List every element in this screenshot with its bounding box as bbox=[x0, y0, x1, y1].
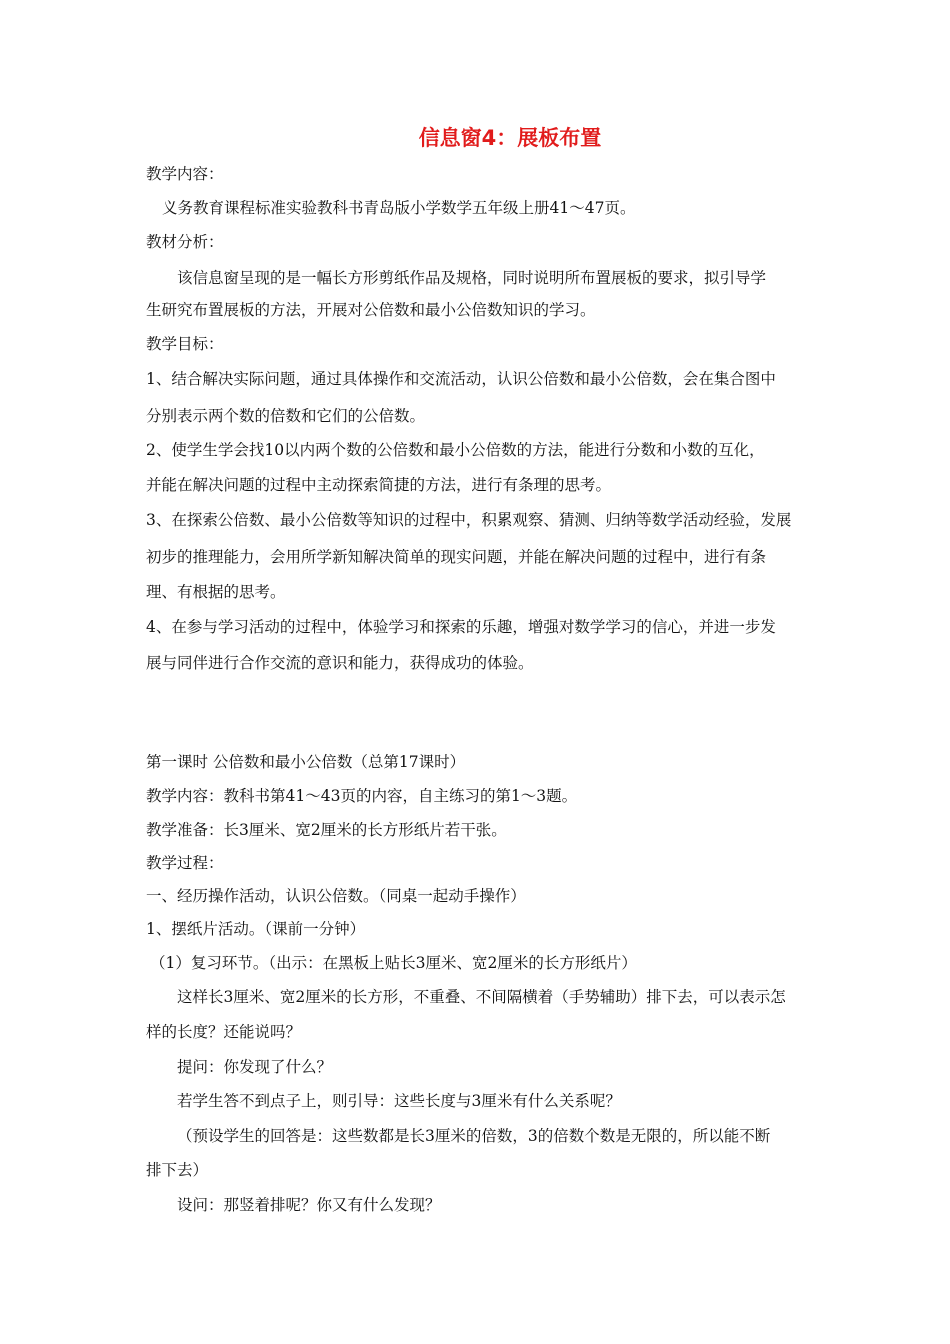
text-line: 第一课时 公倍数和最小公倍数（总第17课时） bbox=[146, 753, 466, 771]
text-line: 若学生答不到点子上，则引导：这些长度与3厘米有什么关系呢？ bbox=[177, 1092, 621, 1110]
text-line: 展与同伴进行合作交流的意识和能力，获得成功的体验。 bbox=[146, 654, 534, 672]
text-line: 4、在参与学习活动的过程中，体验学习和探索的乐趣，增强对数学学习的信心，并进一步发 bbox=[146, 618, 776, 636]
text-line: 一、经历操作活动，认识公倍数。（同桌一起动手操作） bbox=[146, 887, 526, 905]
text-line: 教学过程： bbox=[146, 854, 224, 872]
text-line: 初步的推理能力，会用所学新知解决简单的现实问题，并能在解决问题的过程中，进行有条 bbox=[146, 548, 767, 566]
text-line: 教学准备：长3厘米、宽2厘米的长方形纸片若干张。 bbox=[146, 821, 507, 839]
text-line: 教学内容： bbox=[146, 165, 224, 183]
page-title: 信息窗4：展板布置 bbox=[418, 126, 602, 150]
text-line: 样的长度？还能说吗？ bbox=[146, 1023, 302, 1041]
text-line: 该信息窗呈现的是一幅长方形剪纸作品及规格，同时说明所布置展板的要求，拟引导学 bbox=[177, 269, 767, 287]
text-line: 排下去） bbox=[146, 1161, 209, 1179]
text-line: 2、使学生学会找10以内两个数的公倍数和最小公倍数的方法，能进行分数和小数的互化， bbox=[146, 441, 765, 459]
text-line: 教材分析： bbox=[146, 233, 224, 251]
text-line: 这样长3厘米、宽2厘米的长方形，不重叠、不间隔横着（手势辅助）排下去，可以表示怎 bbox=[177, 988, 786, 1006]
text-line: （1）复习环节。（出示：在黑板上贴长3厘米、宽2厘米的长方形纸片） bbox=[150, 954, 637, 972]
text-line: 义务教育课程标准实验教科书青岛版小学数学五年级上册41～47页。 bbox=[162, 199, 636, 217]
text-line: 教学内容：教科书第41～43页的内容，自主练习的第1～3题。 bbox=[146, 787, 578, 805]
text-line: 并能在解决问题的过程中主动探索简捷的方法，进行有条理的思考。 bbox=[146, 476, 612, 494]
text-line: 1、结合解决实际问题，通过具体操作和交流活动，认识公倍数和最小公倍数，会在集合图中 bbox=[146, 370, 776, 388]
text-line: 设问：那竖着排呢？你又有什么发现？ bbox=[177, 1196, 441, 1214]
text-line: （预设学生的回答是：这些数都是长3厘米的倍数，3的倍数个数是无限的，所以能不断 bbox=[177, 1127, 771, 1145]
text-line: 分别表示两个数的倍数和它们的公倍数。 bbox=[146, 407, 426, 425]
text-line: 提问：你发现了什么？ bbox=[177, 1058, 333, 1076]
text-line: 1、摆纸片活动。（课前一分钟） bbox=[146, 920, 366, 938]
text-line: 生研究布置展板的方法，开展对公倍数和最小公倍数知识的学习。 bbox=[146, 301, 596, 319]
text-line: 教学目标： bbox=[146, 335, 224, 353]
text-line: 3、在探索公倍数、最小公倍数等知识的过程中，积累观察、猜测、归纳等数学活动经验，发展 bbox=[146, 511, 792, 529]
text-line: 理、有根据的思考。 bbox=[146, 583, 286, 601]
